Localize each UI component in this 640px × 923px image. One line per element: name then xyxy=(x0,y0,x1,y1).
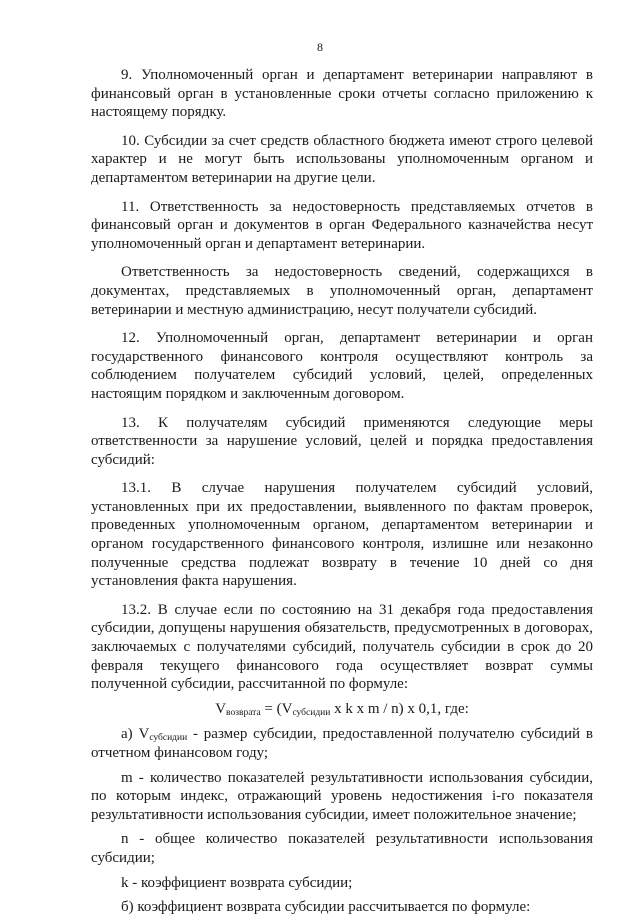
definition-b: б) коэффициент возврата субсидии рассчитывается по формуле: xyxy=(121,899,531,916)
paragraph-12: 12. Уполномоченный орган, департамент ветеринарии и орган государственного финансового контроля осуществляют контроль за соблюдением получателем субсидий условий, целей, определенных настоящим порядком и заключенным договором. xyxy=(91,330,593,402)
definition-m: m - количество показателей результативности использования субсидии, по которым индекс, отражающий уровень недостижения i-го показателя результативности использования субсидии, имеет положительное значение; xyxy=(91,769,593,823)
formula-eq-open: = (V xyxy=(260,700,293,717)
paragraph-13-2: 13.2. В случае если по состоянию на 31 декабря года предоставления субсидии, допущены нарушения обязательств, предусмотренных в договорах, заключаемых с получателями субсидий, получатель субсидии в срок до 20 февраля текущего финансового года осуществляет возврат суммы полученной субсидии, рассчитанной по формуле: xyxy=(91,601,593,693)
paragraph-13: 13. К получателям субсидий применяются следующие меры ответственности за нарушение условий, целей и порядка предоставления субсидий: xyxy=(91,414,593,468)
formula-v-subscript: возврата xyxy=(226,707,261,718)
paragraph-13-1: 13.1. В случае нарушения получателем субсидий условий, установленных при их предоставлении, выявленного по фактам проверок, проведенных уполномоченным органом, департаментом ветеринарии и органом государственного финансового контроля, излишне или незаконно полученные средства подлежат возврату в течение 10 дней со дня установления факта нарушения. xyxy=(91,480,593,590)
formula-v2-subscript: субсидии xyxy=(292,707,331,718)
definition-a-subscript: субсидии xyxy=(149,733,188,744)
definition-a xyxy=(91,725,593,762)
definition-a-text: - размер субсидии, предоставленной получателю субсидий в отчетном финансовом году; xyxy=(91,726,593,761)
definition-n: n - общее количество показателей результативности использования субсидии; xyxy=(91,831,593,866)
formula-rest: x k x m / n) x 0,1, где: xyxy=(330,700,469,717)
page-number: 8 xyxy=(317,40,323,54)
paragraph-9: 9. Уполномоченный орган и департамент ветеринарии направляют в финансовый орган в установленные сроки отчеты согласно приложению к настоящему порядку. xyxy=(91,67,593,121)
paragraph-10: 10. Субсидии за счет средств областного бюджета имеют строго целевой характер и не могут быть использованы уполномоченным органом и департаментом ветеринарии на другие цели. xyxy=(91,132,593,186)
definition-k: k - коэффициент возврата субсидии; xyxy=(121,874,353,891)
document-body xyxy=(91,66,593,923)
definition-a-prefix: а) V xyxy=(121,726,150,743)
refund-formula xyxy=(91,700,593,719)
paragraph-11: 11. Ответственность за недостоверность представляемых отчетов в финансовый орган и документов в орган Федерального казначейства несут уполномоченный орган и департамент ветеринарии. xyxy=(91,198,593,252)
formula-v: V xyxy=(215,700,227,717)
paragraph-11-liability: Ответственность за недостоверность сведений, содержащихся в документах, представляемых в уполномоченный орган, департамент ветеринарии и местную администрацию, несут получатели субсидий. xyxy=(91,264,593,318)
